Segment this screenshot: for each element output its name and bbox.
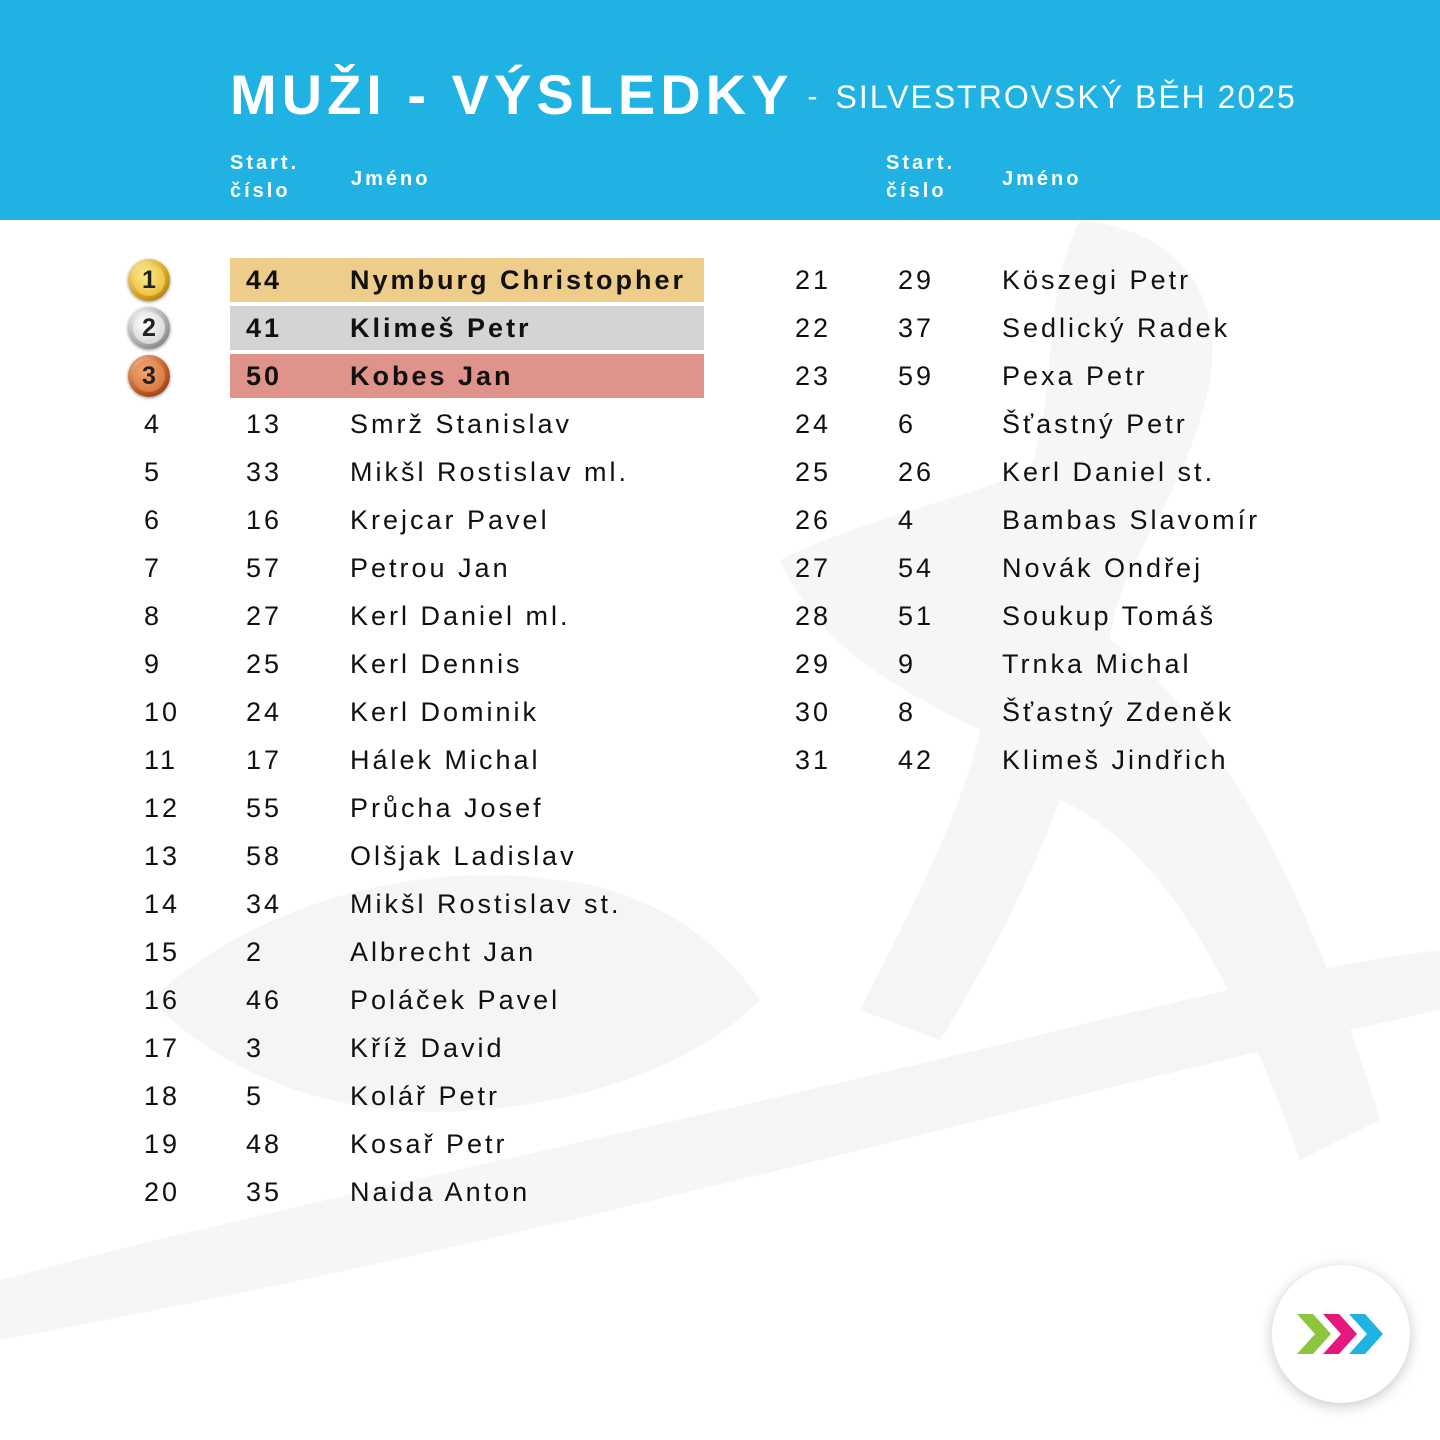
result-row — [790, 642, 1310, 686]
runner-name: Albrecht Jan — [350, 937, 537, 967]
start-number: 13 — [246, 409, 283, 439]
runner-name: Kolář Petr — [350, 1081, 501, 1111]
runner-name: Šťastný Petr — [1002, 409, 1188, 439]
place-number: 8 — [144, 601, 163, 631]
place-number: 27 — [795, 553, 832, 583]
runner-name: Kerl Daniel ml. — [350, 601, 571, 631]
result-row — [126, 402, 706, 446]
place-number: 31 — [795, 745, 832, 775]
result-row — [126, 498, 706, 542]
result-row — [126, 450, 706, 494]
result-row — [126, 882, 706, 926]
start-number: 50 — [246, 361, 283, 391]
runner-name: Klimeš Petr — [350, 313, 532, 343]
result-row — [126, 546, 706, 590]
bronze-medal-icon — [128, 355, 170, 397]
start-number: 17 — [246, 745, 283, 775]
place-number: 29 — [795, 649, 832, 679]
place-number: 9 — [144, 649, 163, 679]
place-number: 19 — [144, 1129, 181, 1159]
result-row — [126, 306, 706, 350]
runner-name: Kerl Dennis — [350, 649, 523, 679]
start-number: 16 — [246, 505, 283, 535]
place-number: 21 — [795, 265, 832, 295]
start-number: 9 — [898, 649, 917, 679]
start-number: 8 — [898, 697, 917, 727]
place-number: 4 — [144, 409, 163, 439]
runner-name: Petrou Jan — [350, 553, 511, 583]
place-number: 22 — [795, 313, 832, 343]
place-number: 11 — [144, 745, 179, 775]
result-row — [126, 930, 706, 974]
start-number: 6 — [898, 409, 917, 439]
silver-medal-icon — [128, 307, 170, 349]
result-row — [126, 786, 706, 830]
start-number: 25 — [246, 649, 283, 679]
start-number: 37 — [898, 313, 935, 343]
place-number: 15 — [144, 937, 181, 967]
start-number: 46 — [246, 985, 283, 1015]
place-number: 20 — [144, 1177, 181, 1207]
title-main: MUŽI - VÝSLEDKY — [230, 63, 794, 126]
result-row — [790, 546, 1310, 590]
result-row — [790, 498, 1310, 542]
runner-name: Novák Ondřej — [1002, 553, 1204, 583]
runner-name: Kosař Petr — [350, 1129, 508, 1159]
start-number: 51 — [898, 601, 935, 631]
runner-name: Mikšl Rostislav ml. — [350, 457, 630, 487]
result-row — [790, 738, 1310, 782]
runner-name: Mikšl Rostislav st. — [350, 889, 622, 919]
place-number: 7 — [144, 553, 163, 583]
column-header-name-left: Jméno — [351, 168, 431, 190]
result-row — [126, 258, 706, 302]
result-row — [790, 690, 1310, 734]
start-number: 33 — [246, 457, 283, 487]
start-number: 24 — [246, 697, 283, 727]
medal-place-number: 1 — [133, 264, 165, 296]
result-row — [790, 306, 1310, 350]
place-number: 18 — [144, 1081, 181, 1111]
runner-name: Trnka Michal — [1002, 649, 1192, 679]
logo-badge — [1272, 1265, 1410, 1403]
medal-place-number: 3 — [133, 360, 165, 392]
result-row — [126, 1074, 706, 1118]
place-number: 24 — [795, 409, 832, 439]
start-number: 57 — [246, 553, 283, 583]
place-number: 17 — [144, 1033, 181, 1063]
place-number: 12 — [144, 793, 181, 823]
start-number: 29 — [898, 265, 935, 295]
column-header-name-right: Jméno — [1002, 168, 1082, 190]
start-number: 58 — [246, 841, 283, 871]
start-number: 27 — [246, 601, 283, 631]
column-header-start-line2: číslo — [230, 180, 291, 202]
gold-medal-icon — [128, 259, 170, 301]
runner-name: Kerl Daniel st. — [1002, 457, 1216, 487]
result-row — [126, 642, 706, 686]
start-number: 54 — [898, 553, 935, 583]
result-row — [790, 258, 1310, 302]
result-row — [790, 594, 1310, 638]
place-number: 25 — [795, 457, 832, 487]
start-number: 55 — [246, 793, 283, 823]
place-number: 28 — [795, 601, 832, 631]
place-number: 26 — [795, 505, 832, 535]
column-header-start-line1: Start. — [230, 152, 300, 174]
runner-name: Naida Anton — [350, 1177, 531, 1207]
title-subtitle: SILVESTROVSKÝ BĚH 2025 — [835, 79, 1297, 115]
runner-name: Smrž Stanislav — [350, 409, 573, 439]
result-row — [790, 450, 1310, 494]
runner-name: Průcha Josef — [350, 793, 544, 823]
place-number: 6 — [144, 505, 163, 535]
result-row — [126, 978, 706, 1022]
result-row — [126, 690, 706, 734]
runner-name: Köszegi Petr — [1002, 265, 1192, 295]
place-number: 13 — [144, 841, 181, 871]
runner-name: Šťastný Zdeněk — [1002, 697, 1235, 727]
result-row — [126, 1170, 706, 1214]
runner-name: Olšjak Ladislav — [350, 841, 577, 871]
start-number: 59 — [898, 361, 935, 391]
title-separator: - — [807, 80, 818, 113]
start-number: 44 — [246, 265, 283, 295]
place-number: 30 — [795, 697, 832, 727]
result-row — [126, 738, 706, 782]
start-number: 34 — [246, 889, 283, 919]
column-header-start-line1: Start. — [886, 152, 956, 174]
start-number: 2 — [246, 937, 265, 967]
result-row — [126, 1026, 706, 1070]
runner-name: Kříž David — [350, 1033, 505, 1063]
triple-chevron-right-icon — [1293, 1304, 1389, 1364]
runner-name: Pexa Petr — [1002, 361, 1148, 391]
result-row — [790, 402, 1310, 446]
runner-name: Kobes Jan — [350, 361, 514, 391]
start-number: 41 — [246, 313, 283, 343]
place-number: 10 — [144, 697, 181, 727]
result-row — [126, 354, 706, 398]
runner-name: Nymburg Christopher — [350, 265, 687, 295]
runner-name: Soukup Tomáš — [1002, 601, 1217, 631]
place-number: 16 — [144, 985, 181, 1015]
result-row — [126, 834, 706, 878]
runner-name: Hálek Michal — [350, 745, 541, 775]
runner-name: Kerl Dominik — [350, 697, 540, 727]
place-number: 23 — [795, 361, 832, 391]
place-number: 14 — [144, 889, 181, 919]
start-number: 26 — [898, 457, 935, 487]
runner-name: Bambas Slavomír — [1002, 505, 1261, 535]
runner-name: Sedlický Radek — [1002, 313, 1231, 343]
start-number: 35 — [246, 1177, 283, 1207]
place-number: 5 — [144, 457, 163, 487]
result-row — [790, 354, 1310, 398]
column-header-start-line2: číslo — [886, 180, 947, 202]
start-number: 42 — [898, 745, 935, 775]
result-row — [126, 594, 706, 638]
runner-name: Krejcar Pavel — [350, 505, 550, 535]
start-number: 4 — [898, 505, 917, 535]
start-number: 48 — [246, 1129, 283, 1159]
runner-name: Klimeš Jindřich — [1002, 745, 1229, 775]
medal-place-number: 2 — [133, 312, 165, 344]
start-number: 3 — [246, 1033, 265, 1063]
runner-name: Poláček Pavel — [350, 985, 561, 1015]
result-row — [126, 1122, 706, 1166]
start-number: 5 — [246, 1081, 265, 1111]
